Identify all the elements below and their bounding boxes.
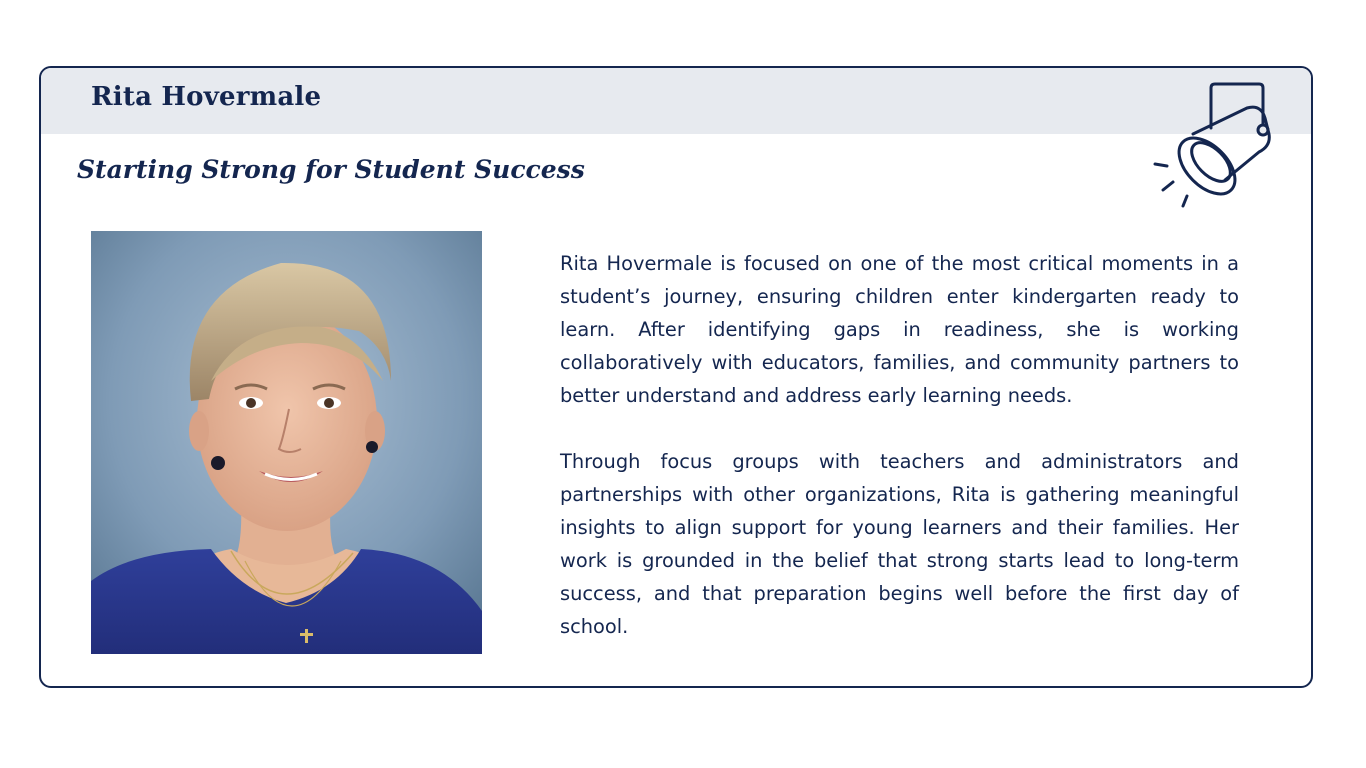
bio-paragraph-1: Rita Hovermale is focused on one of the most critical moments in a student’s journey, ensuring children enter kindergarten ready to learn. After identifying gaps in readiness, she is working collaboratively with educators, families, and community partners to better understand and address early learning needs.	[560, 252, 1239, 407]
bio-paragraph-2: Through focus groups with teachers and administrators and partnerships with other organizations, Rita is gathering meaningful insights to align support for young learners and their families. Her work is grounded in the belief that strong starts lead to long-term success, and that preparation begins well before the first day of school.	[560, 450, 1239, 638]
person-name: Rita Hovermale	[91, 82, 322, 112]
section-subtitle: Starting Strong for Student Success	[77, 155, 585, 184]
card-header	[41, 68, 1311, 134]
profile-card	[39, 66, 1313, 688]
spotlight-icon	[1149, 80, 1279, 210]
portrait-photo	[91, 231, 482, 654]
bio-text	[560, 247, 1239, 676]
